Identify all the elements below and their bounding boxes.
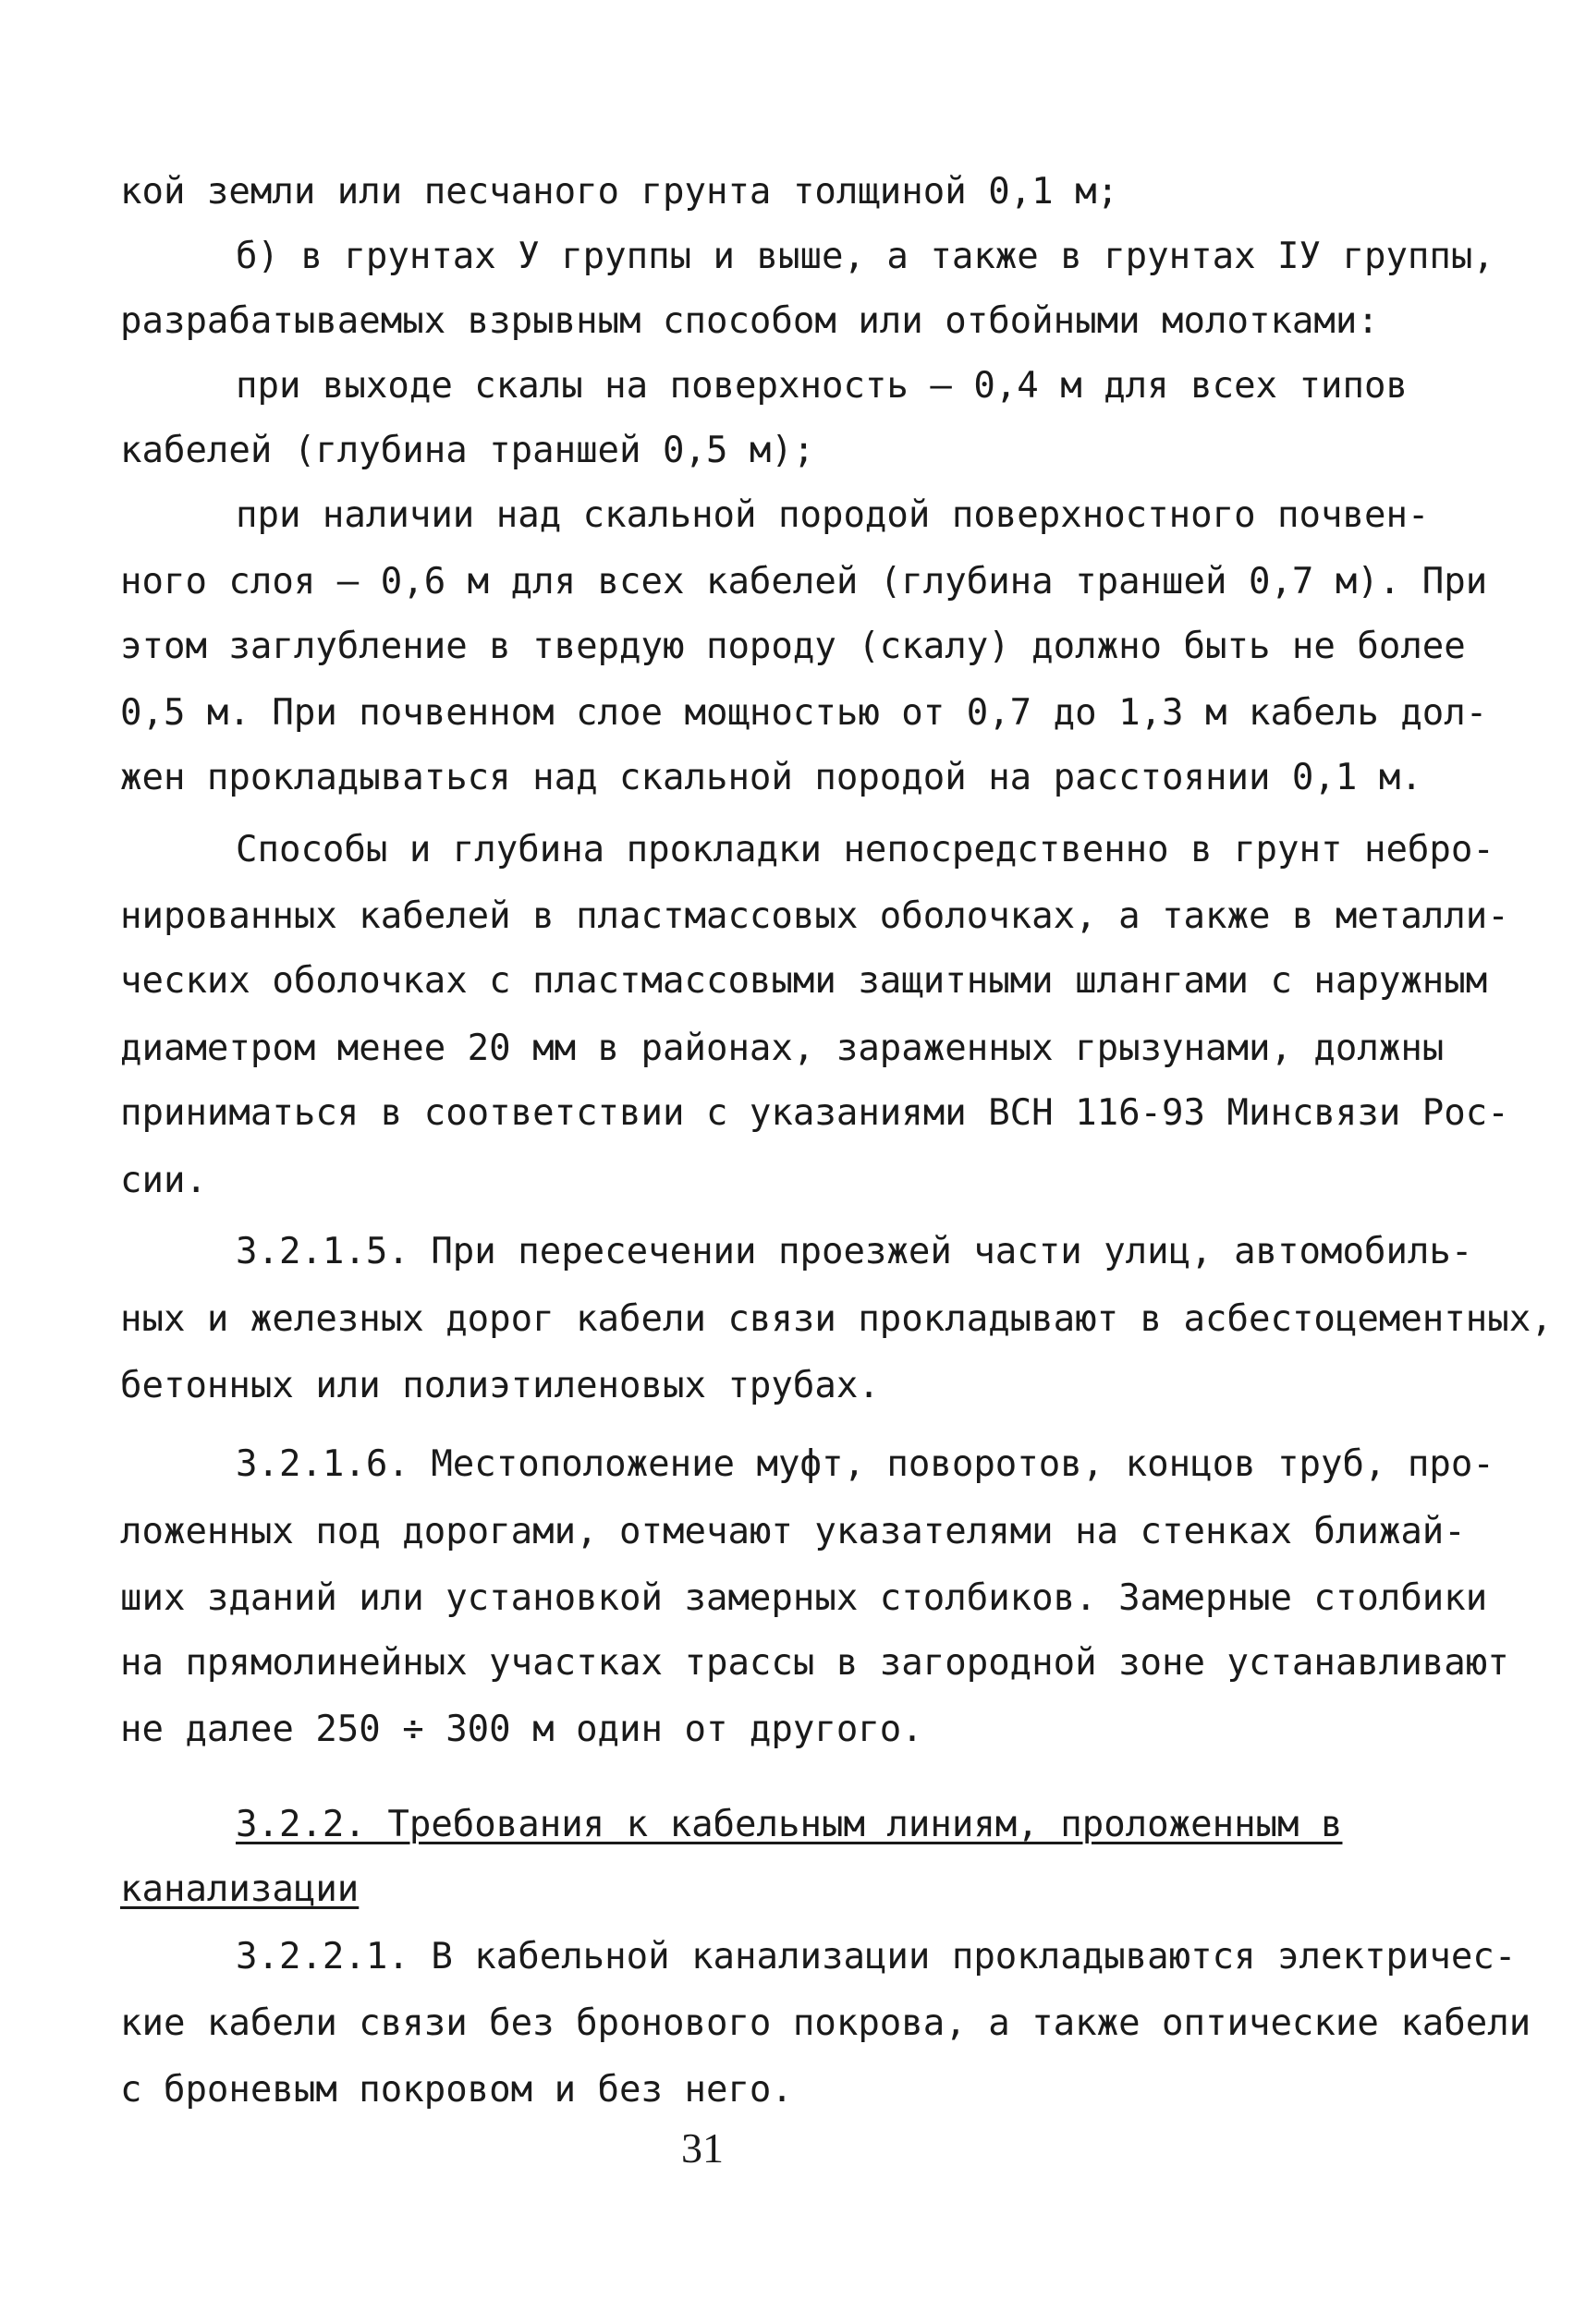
section-heading-continued: канализации — [120, 1868, 360, 1910]
text-line: нированных кабелей в пластмассовых оболочках, а также в металли- — [120, 895, 1509, 937]
text-line: диаметром менее 20 мм в районах, зараженных грызунами, должны — [120, 1028, 1445, 1069]
text-line: кабелей (глубина траншей 0,5 м); — [120, 430, 815, 471]
text-line: ного слоя – 0,6 м для всех кабелей (глубина траншей 0,7 м). При — [120, 561, 1488, 602]
page-number: 31 — [681, 2124, 724, 2172]
text-line: кой земли или песчаного грунта толщиной 0,1 м; — [120, 171, 1119, 213]
text-line: жен прокладываться над скальной породой на расстоянии 0,1 м. — [120, 757, 1422, 798]
text-line: 3.2.1.6. Местоположение муфт, поворотов, концов труб, про- — [236, 1443, 1494, 1485]
text-line: этом заглубление в твердую породу (скалу) должно быть не более — [120, 626, 1466, 667]
text-line: не далее 250 ÷ 300 м один от другого. — [120, 1709, 923, 1750]
text-line: при наличии над скальной породой поверхностного почвен- — [236, 494, 1430, 536]
section-heading: 3.2.2. Требования к кабельным линиям, проложенным в — [236, 1804, 1343, 1845]
text-line: на прямолинейных участках трассы в загородной зоне устанавливают — [120, 1642, 1509, 1684]
text-line: 0,5 м. При почвенном слое мощностью от 0,7 до 1,3 м кабель дол- — [120, 692, 1488, 734]
text-line: с броневым покровом и без него. — [120, 2069, 793, 2111]
text-line: ших зданий или установкой замерных столбиков. Замерные столбики — [120, 1577, 1488, 1619]
text-line: 3.2.2.1. В кабельной канализации прокладываются электричес- — [236, 1936, 1517, 1977]
text-line: кие кабели связи без бронового покрова, а также оптические кабели — [120, 2002, 1531, 2044]
text-line: разрабатываемых взрывным способом или отбойными молотками: — [120, 300, 1379, 342]
text-line: приниматься в соответствии с указаниями ВСН 116-93 Минсвязи Рос- — [120, 1092, 1509, 1134]
text-line: 3.2.1.5. При пересечении проезжей части улиц, автомобиль- — [236, 1231, 1473, 1272]
text-line: бетонных или полиэтиленовых трубах. — [120, 1365, 880, 1406]
text-line: б) в грунтах У группы и выше, а также в грунтах IУ группы, — [236, 236, 1494, 277]
text-line: ложенных под дорогами, отмечают указателями на стенках ближай- — [120, 1511, 1466, 1552]
text-line: Способы и глубина прокладки непосредственно в грунт небро- — [236, 829, 1494, 870]
text-line: ных и железных дорог кабели связи прокладывают в асбестоцементных, — [120, 1298, 1553, 1340]
text-line: ческих оболочках с пластмассовыми защитными шлангами с наружным — [120, 960, 1488, 1002]
text-line: при выходе скалы на поверхность – 0,4 м для всех типов — [236, 365, 1408, 407]
text-line: сии. — [120, 1160, 207, 1201]
